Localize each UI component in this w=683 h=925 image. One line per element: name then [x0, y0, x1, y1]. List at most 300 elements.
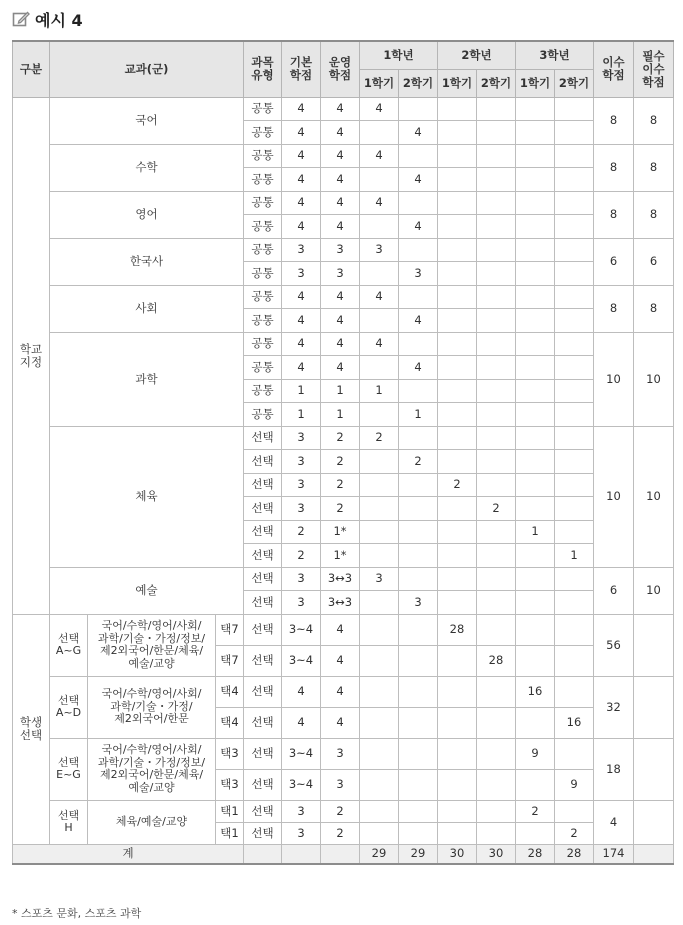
table-row [13, 332, 674, 356]
type-cell: 공통 [244, 403, 282, 427]
credits-cell: 56 [594, 614, 634, 676]
semester-cell: 4 [399, 356, 438, 380]
semester-cell [399, 738, 438, 769]
semester-cell [477, 144, 516, 168]
semester-cell [555, 238, 594, 262]
required-credits-cell: 8 [634, 285, 674, 332]
semester-cell [399, 379, 438, 403]
semester-cell: 4 [360, 191, 399, 215]
required-credits-cell: 8 [634, 97, 674, 144]
subject-name-cell: 과학 [50, 332, 244, 426]
semester-cell [360, 121, 399, 145]
semester-cell: 4 [360, 285, 399, 309]
basic-credit-cell: 3 [282, 822, 321, 844]
operate-credit-cell: 3↔3 [321, 567, 360, 591]
semester-cell: 2 [555, 822, 594, 844]
semester-cell [399, 707, 438, 738]
header-y1-sem1: 1학기 [360, 69, 399, 97]
basic-credit-cell: 1 [282, 403, 321, 427]
required-credits-cell: 10 [634, 567, 674, 614]
header-required: 필수 이수 학점 [634, 41, 674, 97]
semester-cell [438, 822, 477, 844]
semester-cell [399, 676, 438, 707]
semester-cell [399, 544, 438, 568]
credits-cell: 8 [594, 191, 634, 238]
semester-cell [477, 121, 516, 145]
pick-count-cell: 택3 [216, 738, 244, 769]
semester-cell [477, 707, 516, 738]
basic-credit-cell: 4 [282, 191, 321, 215]
required-credits-cell [634, 614, 674, 676]
semester-cell [360, 497, 399, 521]
semester-cell [360, 520, 399, 544]
empty-cell [282, 844, 321, 864]
semester-cell [555, 450, 594, 474]
semester-cell [360, 168, 399, 192]
basic-credit-cell: 4 [282, 707, 321, 738]
table-row [13, 614, 674, 645]
operate-credit-cell: 2 [321, 822, 360, 844]
credits-cell: 8 [594, 97, 634, 144]
table-row [13, 285, 674, 309]
semester-cell [438, 450, 477, 474]
semester-cell [360, 645, 399, 676]
basic-credit-cell: 4 [282, 144, 321, 168]
semester-cell: 16 [516, 676, 555, 707]
semester-cell [516, 645, 555, 676]
header-y3-sem1: 1학기 [516, 69, 555, 97]
operate-credit-cell: 4 [321, 215, 360, 239]
type-cell: 선택 [244, 800, 282, 822]
type-cell: 공통 [244, 215, 282, 239]
basic-credit-cell: 4 [282, 215, 321, 239]
semester-cell [438, 168, 477, 192]
operate-credit-cell: 4 [321, 144, 360, 168]
operate-credit-cell: 2 [321, 473, 360, 497]
semester-cell [516, 473, 555, 497]
semester-cell [477, 676, 516, 707]
semester-cell [360, 800, 399, 822]
semester-cell: 4 [399, 309, 438, 333]
semester-cell [438, 97, 477, 121]
type-cell: 선택 [244, 426, 282, 450]
semester-cell [438, 426, 477, 450]
semester-cell [555, 473, 594, 497]
semester-cell [438, 144, 477, 168]
semester-cell [399, 800, 438, 822]
semester-cell: 4 [360, 332, 399, 356]
header-year2: 2학년 [438, 41, 516, 69]
semester-cell [516, 403, 555, 427]
student-choice-label: 학생 선택 [13, 614, 50, 844]
basic-credit-cell: 1 [282, 379, 321, 403]
type-cell: 선택 [244, 544, 282, 568]
semester-cell [555, 356, 594, 380]
semester-cell [477, 238, 516, 262]
semester-cell [555, 520, 594, 544]
required-credits-cell [634, 800, 674, 844]
semester-cell [399, 822, 438, 844]
semester-cell [555, 567, 594, 591]
semester-cell [399, 285, 438, 309]
semester-cell: 3 [399, 591, 438, 615]
selection-group-cell: 선택 H [50, 800, 88, 844]
type-cell: 선택 [244, 645, 282, 676]
semester-cell [555, 614, 594, 645]
semester-cell: 2 [438, 473, 477, 497]
type-cell: 공통 [244, 191, 282, 215]
semester-cell [516, 262, 555, 286]
header-y1-sem2: 2학기 [399, 69, 438, 97]
semester-cell [477, 356, 516, 380]
title-text: 예시 4 [35, 10, 83, 30]
semester-cell [438, 707, 477, 738]
basic-credit-cell: 3 [282, 238, 321, 262]
operate-credit-cell: 4 [321, 309, 360, 333]
header-operate: 운영 학점 [321, 41, 360, 97]
required-credits-cell: 10 [634, 426, 674, 567]
type-cell: 선택 [244, 450, 282, 474]
semester-cell [360, 591, 399, 615]
operate-credit-cell: 1* [321, 544, 360, 568]
semester-cell [516, 121, 555, 145]
semester-cell [477, 769, 516, 800]
semester-cell [516, 97, 555, 121]
operate-credit-cell: 4 [321, 707, 360, 738]
type-cell: 공통 [244, 356, 282, 380]
semester-cell [555, 215, 594, 239]
semester-cell [477, 450, 516, 474]
semester-cell [477, 544, 516, 568]
semester-cell [516, 591, 555, 615]
operate-credit-cell: 1 [321, 379, 360, 403]
type-cell: 공통 [244, 97, 282, 121]
semester-cell [516, 426, 555, 450]
operate-credit-cell: 1 [321, 403, 360, 427]
operate-credit-cell: 3 [321, 262, 360, 286]
credits-cell: 8 [594, 285, 634, 332]
semester-cell [438, 191, 477, 215]
header-type: 과목 유형 [244, 41, 282, 97]
semester-cell [555, 676, 594, 707]
semester-cell [360, 356, 399, 380]
type-cell: 선택 [244, 497, 282, 521]
semester-cell: 2 [360, 426, 399, 450]
semester-cell [438, 403, 477, 427]
semester-cell [477, 738, 516, 769]
header-y3-sem2: 2학기 [555, 69, 594, 97]
basic-credit-cell: 3 [282, 567, 321, 591]
type-cell: 선택 [244, 707, 282, 738]
operate-credit-cell: 2 [321, 497, 360, 521]
operate-credit-cell: 4 [321, 191, 360, 215]
semester-cell [477, 614, 516, 645]
semester-cell [438, 309, 477, 333]
selection-group-cell: 선택 E~G [50, 738, 88, 800]
semester-cell [555, 309, 594, 333]
operate-credit-cell: 4 [321, 356, 360, 380]
semester-cell [516, 285, 555, 309]
total-semester-cell: 29 [360, 844, 399, 864]
semester-cell [399, 473, 438, 497]
semester-cell [555, 332, 594, 356]
semester-cell [438, 262, 477, 286]
credits-cell: 6 [594, 567, 634, 614]
subject-list-cell: 국어/수학/영어/사회/ 과학/기술・가정/정보/ 제2외국어/한문/체육/ 예술/교양 [88, 738, 216, 800]
semester-cell [399, 144, 438, 168]
semester-cell [399, 520, 438, 544]
basic-credit-cell: 4 [282, 356, 321, 380]
semester-cell [477, 168, 516, 192]
semester-cell [516, 332, 555, 356]
operate-credit-cell: 4 [321, 168, 360, 192]
header-credits: 이수 학점 [594, 41, 634, 97]
semester-cell [438, 285, 477, 309]
semester-cell [438, 676, 477, 707]
type-cell: 공통 [244, 238, 282, 262]
required-credits-cell: 8 [634, 144, 674, 191]
table-row [13, 738, 674, 769]
semester-cell [516, 309, 555, 333]
footnote: * 스포츠 문화, 스포츠 과학 [12, 907, 142, 920]
header-year3: 3학년 [516, 41, 594, 69]
semester-cell [438, 645, 477, 676]
semester-cell [516, 168, 555, 192]
pick-count-cell: 택4 [216, 707, 244, 738]
credits-cell: 8 [594, 144, 634, 191]
semester-cell: 16 [555, 707, 594, 738]
type-cell: 선택 [244, 473, 282, 497]
pick-count-cell: 택1 [216, 822, 244, 844]
subject-list-cell: 국어/수학/영어/사회/ 과학/기술・가정/정보/ 제2외국어/한문/체육/ 예술/교양 [88, 614, 216, 676]
semester-cell [399, 497, 438, 521]
semester-cell: 4 [399, 121, 438, 145]
semester-cell [477, 800, 516, 822]
semester-cell [477, 215, 516, 239]
semester-cell [555, 97, 594, 121]
semester-cell [555, 645, 594, 676]
semester-cell [360, 544, 399, 568]
semester-cell: 4 [360, 97, 399, 121]
semester-cell [477, 591, 516, 615]
subject-name-cell: 한국사 [50, 238, 244, 285]
type-cell: 공통 [244, 332, 282, 356]
semester-cell [399, 97, 438, 121]
header-y2-sem2: 2학기 [477, 69, 516, 97]
section-title [12, 8, 83, 30]
total-semester-cell: 30 [477, 844, 516, 864]
type-cell: 선택 [244, 769, 282, 800]
selection-group-cell: 선택 A~G [50, 614, 88, 676]
header-gubun: 구분 [13, 41, 50, 97]
basic-credit-cell: 3 [282, 473, 321, 497]
semester-cell [477, 309, 516, 333]
semester-cell [555, 800, 594, 822]
semester-cell [360, 614, 399, 645]
required-credits-cell [634, 676, 674, 738]
empty-cell [634, 844, 674, 864]
type-cell: 공통 [244, 144, 282, 168]
subject-name-cell: 체육 [50, 426, 244, 567]
semester-cell: 28 [438, 614, 477, 645]
header-basic: 기본 학점 [282, 41, 321, 97]
semester-cell [516, 191, 555, 215]
basic-credit-cell: 3~4 [282, 614, 321, 645]
subject-list-cell: 체육/예술/교양 [88, 800, 216, 844]
basic-credit-cell: 3 [282, 426, 321, 450]
semester-cell: 1 [516, 520, 555, 544]
semester-cell [516, 238, 555, 262]
semester-cell: 2 [399, 450, 438, 474]
basic-credit-cell: 3 [282, 591, 321, 615]
semester-cell [438, 356, 477, 380]
semester-cell [555, 591, 594, 615]
pick-count-cell: 택4 [216, 676, 244, 707]
semester-cell [360, 262, 399, 286]
operate-credit-cell: 4 [321, 97, 360, 121]
basic-credit-cell: 3~4 [282, 645, 321, 676]
operate-credit-cell: 4 [321, 121, 360, 145]
semester-cell [438, 121, 477, 145]
credits-cell: 4 [594, 800, 634, 844]
semester-cell [477, 191, 516, 215]
semester-cell [555, 738, 594, 769]
empty-cell [321, 844, 360, 864]
operate-credit-cell: 4 [321, 614, 360, 645]
credits-cell: 32 [594, 676, 634, 738]
semester-cell [438, 769, 477, 800]
basic-credit-cell: 2 [282, 520, 321, 544]
semester-cell [438, 215, 477, 239]
semester-cell [438, 591, 477, 615]
total-semester-cell: 28 [516, 844, 555, 864]
subject-name-cell: 영어 [50, 191, 244, 238]
header-year1: 1학년 [360, 41, 438, 69]
semester-cell [516, 707, 555, 738]
basic-credit-cell: 4 [282, 309, 321, 333]
semester-cell [399, 614, 438, 645]
semester-cell [516, 567, 555, 591]
header-subject: 교과(군) [50, 41, 244, 97]
curriculum-table [12, 40, 674, 865]
semester-cell: 1 [555, 544, 594, 568]
semester-cell [477, 285, 516, 309]
subject-name-cell: 국어 [50, 97, 244, 144]
semester-cell [516, 614, 555, 645]
semester-cell [438, 520, 477, 544]
required-credits-cell: 6 [634, 238, 674, 285]
credits-cell: 6 [594, 238, 634, 285]
semester-cell [399, 567, 438, 591]
basic-credit-cell: 4 [282, 676, 321, 707]
basic-credit-cell: 4 [282, 121, 321, 145]
type-cell: 선택 [244, 676, 282, 707]
empty-cell [244, 844, 282, 864]
type-cell: 선택 [244, 567, 282, 591]
type-cell: 선택 [244, 520, 282, 544]
type-cell: 공통 [244, 121, 282, 145]
semester-cell [477, 262, 516, 286]
semester-cell [516, 215, 555, 239]
semester-cell [360, 403, 399, 427]
operate-credit-cell: 2 [321, 800, 360, 822]
basic-credit-cell: 3~4 [282, 769, 321, 800]
semester-cell [438, 544, 477, 568]
basic-credit-cell: 4 [282, 332, 321, 356]
subject-name-cell: 사회 [50, 285, 244, 332]
total-semester-cell: 28 [555, 844, 594, 864]
semester-cell [360, 309, 399, 333]
table-body [13, 97, 674, 864]
semester-cell: 4 [360, 144, 399, 168]
semester-cell [399, 426, 438, 450]
operate-credit-cell: 3 [321, 769, 360, 800]
semester-cell: 28 [477, 645, 516, 676]
semester-cell [438, 332, 477, 356]
header-y2-sem1: 1학기 [438, 69, 477, 97]
semester-cell [360, 450, 399, 474]
semester-cell [360, 473, 399, 497]
semester-cell: 9 [516, 738, 555, 769]
operate-credit-cell: 4 [321, 676, 360, 707]
semester-cell [555, 285, 594, 309]
semester-cell [477, 332, 516, 356]
table-row [13, 191, 674, 215]
operate-credit-cell: 2 [321, 450, 360, 474]
operate-credit-cell: 4 [321, 332, 360, 356]
table-row [13, 144, 674, 168]
basic-credit-cell: 4 [282, 285, 321, 309]
basic-credit-cell: 4 [282, 168, 321, 192]
semester-cell [555, 144, 594, 168]
semester-cell [360, 822, 399, 844]
semester-cell: 2 [477, 497, 516, 521]
semester-cell [399, 238, 438, 262]
required-credits-cell: 10 [634, 332, 674, 426]
type-cell: 공통 [244, 262, 282, 286]
semester-cell [516, 544, 555, 568]
basic-credit-cell: 3 [282, 497, 321, 521]
type-cell: 공통 [244, 309, 282, 333]
semester-cell [399, 769, 438, 800]
operate-credit-cell: 2 [321, 426, 360, 450]
table-row [13, 426, 674, 450]
semester-cell [555, 497, 594, 521]
semester-cell [360, 676, 399, 707]
total-semester-cell: 30 [438, 844, 477, 864]
pick-count-cell: 택3 [216, 769, 244, 800]
type-cell: 선택 [244, 614, 282, 645]
semester-cell [516, 769, 555, 800]
pick-count-cell: 택7 [216, 614, 244, 645]
semester-cell: 4 [399, 215, 438, 239]
credits-cell: 10 [594, 332, 634, 426]
required-credits-cell [634, 738, 674, 800]
selection-group-cell: 선택 A~D [50, 676, 88, 738]
semester-cell [477, 426, 516, 450]
table-row [13, 97, 674, 121]
type-cell: 공통 [244, 285, 282, 309]
subject-name-cell: 수학 [50, 144, 244, 191]
operate-credit-cell: 4 [321, 645, 360, 676]
type-cell: 선택 [244, 591, 282, 615]
table-row [13, 800, 674, 822]
semester-cell [477, 97, 516, 121]
basic-credit-cell: 3 [282, 262, 321, 286]
semester-cell [360, 769, 399, 800]
pick-count-cell: 택7 [216, 645, 244, 676]
semester-cell [438, 379, 477, 403]
